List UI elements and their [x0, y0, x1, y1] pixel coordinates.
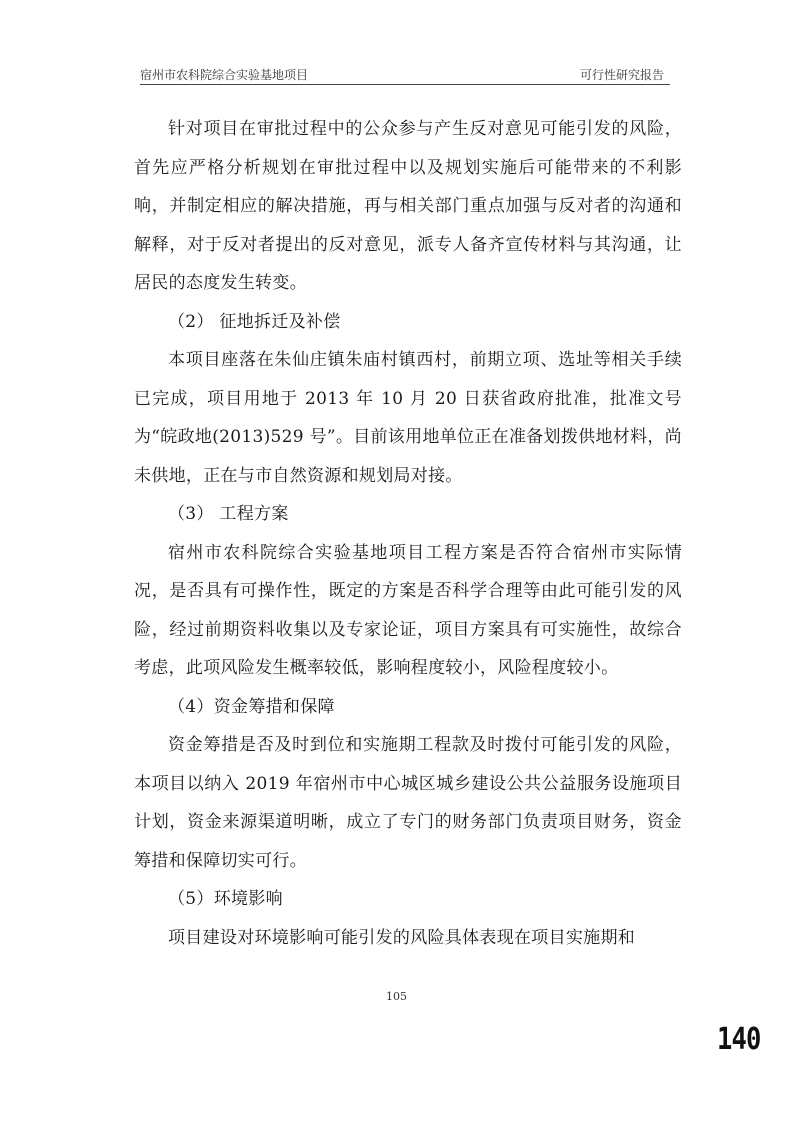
heading-land-acquisition: （2） 征地拆迁及补偿	[168, 311, 341, 332]
heading-environmental-impact: （5）环境影响	[168, 889, 283, 909]
document-body	[134, 110, 682, 957]
header-project-title: 宿州市农科院综合实验基地项目	[140, 68, 309, 82]
paragraph-engineering-plan: 宿州市农科院综合实验基地项目工程方案是否符合宿州市实际情况，是否具有可操作性，既定的方案是否科学合理等由此可能引发的风险，经过前期资料收集以及专家论证，项目方案具有可实施性，故综合考虑，此项风险发生概率较低，影响程度较小，风险程度较小。	[134, 542, 682, 678]
paragraph-environmental-impact: 项目建设对环境影响可能引发的风险具体表现在项目实施期和	[168, 927, 636, 948]
paragraph-land-acquisition: 本项目座落在朱仙庄镇朱庙村镇西村，前期立项、选址等相关手续已完成，项目用地于 2013 年 10 月 20 日获省政府批准，批准文号为“皖政地(2013)529 号”。目前该用地单位正在准备划拨供地材料，尚未供地，正在与市自然资源和规划局对接。	[134, 350, 682, 486]
stamped-page-number: 140	[717, 1022, 761, 1057]
heading-engineering-plan: （3） 工程方案	[168, 504, 289, 524]
heading-funding: （4）资金筹措和保障	[168, 696, 335, 717]
paragraph-funding: 资金筹措是否及时到位和实施期工程款及时拨付可能引发的风险，本项目以纳入 2019 年宿州市中心城区城乡建设公共公益服务设施项目计划，资金来源渠道明晰，成立了专门的财务部门负责项目财务，资金筹措和保障切实可行。	[134, 735, 682, 871]
header-report-type: 可行性研究报告	[579, 68, 664, 82]
page-header	[140, 62, 670, 85]
page-number: 105	[386, 990, 407, 1003]
paragraph-public-participation: 针对项目在审批过程中的公众参与产生反对意见可能引发的风险，首先应严格分析规划在审批过程中以及规划实施后可能带来的不利影响，并制定相应的解决措施，再与相关部门重点加强与反对者的沟通和解释，对于反对者提出的反对意见，派专人备齐宣传材料与其沟通，让居民的态度发生转变。	[134, 119, 682, 293]
